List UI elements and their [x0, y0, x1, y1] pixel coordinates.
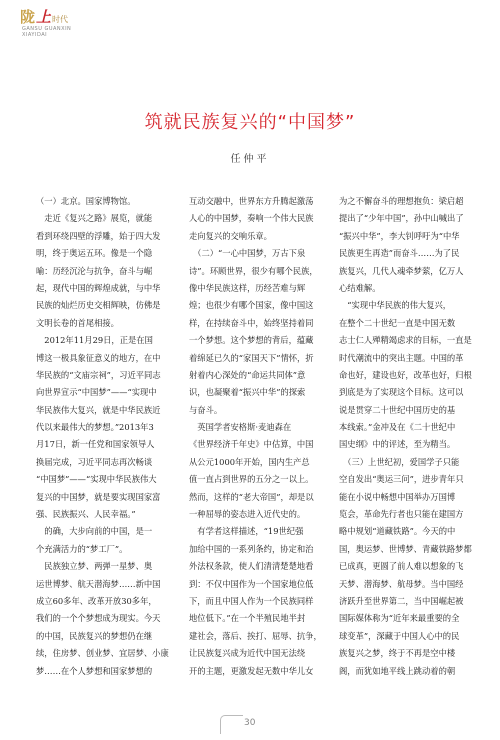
text-line: 族复兴，几代人魂牵梦萦，亿万人 [339, 265, 464, 276]
text-line: 到：不仅中国作为一个国家地位低 [189, 578, 314, 589]
text-line: 强、民族振兴、人民幸福。” [36, 509, 136, 520]
text-line: 下，而且中国人作为一个民族同样 [189, 595, 314, 606]
text-line: 向世界宣示“中国梦”——“实现中 [36, 387, 157, 398]
text-line: 换届完成，习近平同志再次畅谈 [36, 456, 153, 467]
masthead-subtitle-line-1: GANSU GUANXIN [22, 26, 72, 32]
text-line: 已成真，更圆了前人难以想象的飞 [339, 561, 464, 572]
text-line: 志士仁人殚精竭虑求的目标，一直是 [339, 335, 472, 346]
text-line: 射着内心深处的“命运共同体”意 [189, 369, 306, 380]
text-line: 有学者这样描述，“19世纪强 [189, 526, 304, 537]
text-line: 国际媒体称为“近年来最重要的全 [339, 613, 460, 624]
text-line: 样，在持续奋斗中，始终坚持着同 [189, 317, 314, 328]
article-column-1 [36, 193, 169, 680]
text-line: 族复兴之梦，终于不再是空中楼 [339, 648, 456, 659]
text-line: 看到环绕四壁的浮雕，始于四大发 [36, 230, 161, 241]
text-line: 诗”。环顾世界，很少有哪个民族， [189, 265, 318, 276]
text-line: （三）上世纪初，爱国学子只能 [339, 456, 460, 467]
text-line: 说是贯穿二十世纪中国历史的基 [339, 404, 456, 415]
text-line: 略中规划“道藏铁路”。今天的中 [339, 526, 456, 537]
text-line: 与奋斗。 [189, 404, 223, 415]
text-line: 外法权条款，使人们清清楚楚地看 [189, 561, 314, 572]
text-line: 代以来最伟大的梦想。”2013年3 [36, 422, 154, 433]
text-line: 空自发出“奥运三问”，进步青年只 [339, 474, 464, 485]
text-line: 值一直占到世界的五分之一以上。 [189, 474, 314, 485]
text-line: 走向复兴的交响乐章。 [189, 230, 272, 241]
text-line: 在整个二十世纪一直是中国无数 [339, 317, 456, 328]
text-line: 走近《复兴之路》展览，就能 [36, 213, 153, 224]
text-line: 互动交融中，世界东方升腾起激荡 [189, 196, 314, 206]
text-line: 文明长卷的首尾相接。 [36, 317, 119, 328]
text-line: 明，终于奥运五环。像是一个隐 [36, 248, 153, 259]
text-line: 命也好，建设也好，改革也好，归根 [339, 369, 472, 380]
text-line: 开的主题，更激发起无数中华儿女 [189, 665, 314, 676]
text-line: 国史纲》中的评述，至为精当。 [339, 439, 456, 450]
text-line: 运世博梦、航天潜海梦……新中国 [36, 578, 161, 589]
text-line: “中国梦”——“实现中华民族伟大 [36, 474, 157, 485]
text-line: 我们的一个个梦想成为现实。今天 [36, 613, 161, 624]
text-line: “实现中华民族的伟大复兴， [339, 300, 452, 311]
text-line: 从公元1000年开始，国内生产总 [189, 456, 310, 467]
text-line: 到底是为了实现这个目标。这可以 [339, 387, 464, 398]
text-line: 民族的灿烂历史交相辉映，仿佛是 [36, 300, 161, 311]
text-line: 的中国，民族复兴的梦想仍在继 [36, 630, 153, 641]
text-line: 提出了“少年中国”，孙中山喊出了 [339, 213, 464, 224]
text-line: 个充满活力的“梦工厂”。 [36, 543, 128, 554]
text-line: 像中华民族这样，历经苦难与辉 [189, 282, 306, 293]
folio-decoration [220, 715, 243, 734]
text-line: 济跃升至世界第二，当中国崛起被 [339, 595, 464, 606]
text-line: 能在小说中畅想中国举办万国博 [339, 491, 456, 502]
text-line: 月17日，新一任党和国家领导人 [36, 439, 155, 450]
text-line: 阁，而犹如地平线上跳动着的朝 [339, 665, 456, 676]
text-line: 国，奥运梦、世博梦、青藏铁路梦都 [339, 543, 472, 554]
text-line: 起，现代中国的辉煌成就，与中华 [36, 282, 161, 293]
text-line: 一种屈辱的姿态进入近代史的。 [189, 509, 306, 520]
text-line: 成立60多年、改革开放30多年， [36, 595, 157, 606]
text-line: 本线索。”金冲及在《二十世纪中 [339, 422, 456, 433]
text-line: 着绵延已久的“家国天下”情怀，折 [189, 352, 314, 363]
text-line: 华民族的“文庙宗祠”，习近平同志 [36, 369, 161, 380]
text-line: 梦……在个人梦想和国家梦想的 [36, 665, 153, 676]
text-line: 《世界经济千年史》中估算，中国 [189, 439, 314, 450]
masthead-logo: 陇上时代 [20, 8, 69, 26]
text-line: 球变革”，深藏于中国人心中的民 [339, 630, 460, 641]
text-line: 人心的中国梦，奏响一个伟大民族 [189, 213, 314, 224]
text-line: 复兴的中国梦，就是要实现国家富 [36, 491, 161, 502]
article-column-2 [189, 193, 322, 680]
text-line: 地位低下。”在一个半殖民地半封 [189, 613, 306, 624]
text-line: 英国学者安格斯·麦迪森在 [189, 422, 292, 433]
text-line: 识，也凝聚着“振兴中华”的探索 [189, 387, 306, 398]
text-line: 览会，革命先行者也只能在建国方 [339, 509, 464, 520]
text-line: 时代潮流中的突出主题。中国的革 [339, 352, 464, 363]
page-number: 30 [244, 718, 256, 728]
text-line: 博这一极具象征意义的地方，在中 [36, 352, 161, 363]
text-line: 让民族复兴成为近代中国无法绕 [189, 648, 306, 659]
text-line: （二）“一心中国梦，万古下泉 [189, 248, 306, 259]
text-line: 天梦、潜海梦、航母梦。当中国经 [339, 578, 464, 589]
article-title: 筑就民族复兴的“中国梦” [144, 112, 356, 133]
text-line: “振兴中华”，李大钊呼吁为“中华 [339, 230, 460, 241]
article-column-3 [339, 193, 472, 680]
text-line: 然而，这样的“老大帝国”，却是以 [189, 491, 314, 502]
text-line: （一）北京。国家博物馆。 [36, 196, 136, 206]
text-line: 喻：历经沉沦与抗争，奋斗与崛 [36, 265, 153, 276]
text-line: 民族独立梦、两弹一星梦、奥 [36, 561, 153, 572]
text-line: 续，住房梦、创业梦、宜居梦、小康 [36, 648, 169, 659]
text-line: 加给中国的一系列条约，协定和治 [189, 543, 314, 554]
text-line: 为之不懈奋斗的理想抱负：梁启超 [339, 196, 464, 206]
text-line: 2012年11月29日，正是在国 [36, 335, 153, 346]
article-author: 任仲平 [230, 154, 270, 165]
text-line: 一个梦想。这个梦想的背后，蕴藏 [189, 335, 314, 346]
text-line: 的确，大步向前的中国，是一 [36, 526, 153, 537]
text-line: 建社会，落后、挨打、屈辱、抗争， [189, 630, 322, 641]
text-line: 华民族伟大复兴，就是中华民族近 [36, 404, 161, 415]
text-line: 民族更生再造”而奋斗……为了民 [339, 248, 460, 259]
masthead-subtitle-line-2: XIAYIDAI [22, 32, 48, 38]
text-line: 煌；也很少有哪个国家，像中国这 [189, 300, 314, 311]
text-line: 心结难解。 [339, 282, 381, 293]
